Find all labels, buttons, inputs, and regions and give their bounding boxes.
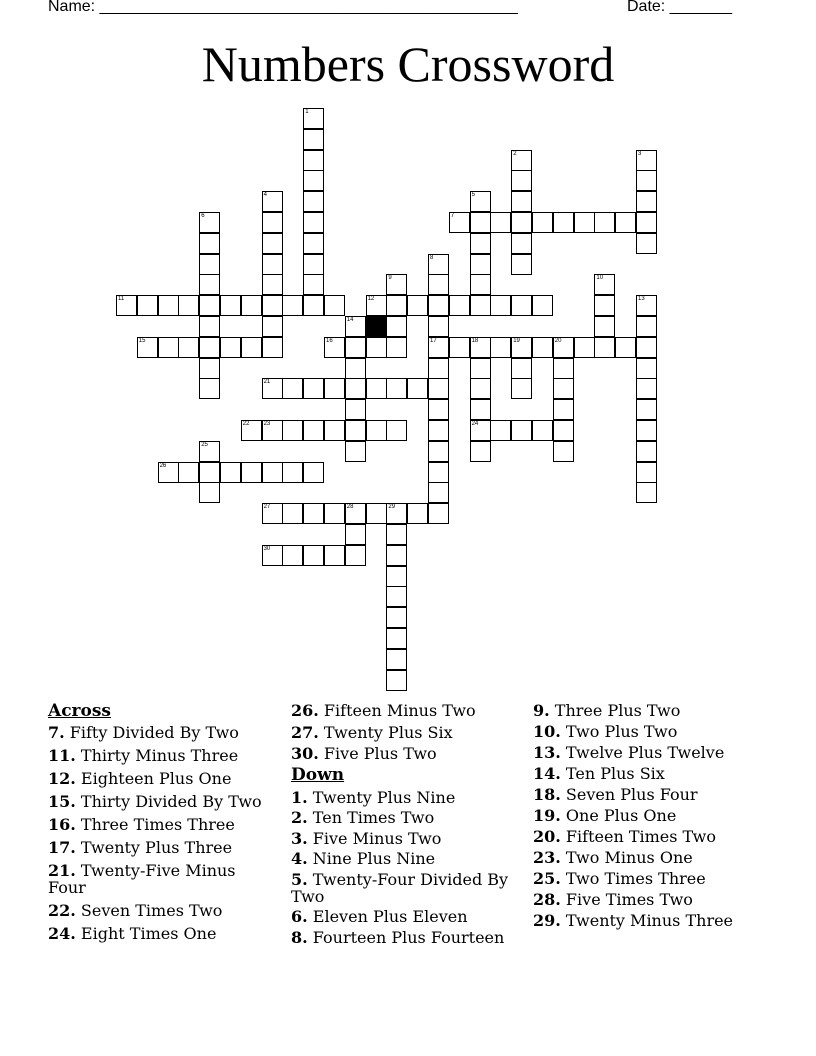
grid-cell[interactable] [490, 420, 511, 441]
clue-item: 30. Five Plus Two [291, 744, 437, 763]
grid-cell[interactable] [594, 337, 615, 358]
grid-cell[interactable] [636, 212, 657, 233]
grid-cell[interactable] [386, 670, 407, 691]
grid-cell[interactable] [282, 462, 303, 483]
grid-cell[interactable] [407, 378, 428, 399]
grid-cell[interactable] [199, 482, 220, 503]
grid-cell[interactable] [594, 295, 615, 316]
grid-cell[interactable] [262, 420, 283, 441]
grid-cell[interactable] [366, 503, 387, 524]
grid-cell[interactable] [366, 378, 387, 399]
clue-item: 17. Twenty Plus Three [48, 838, 233, 857]
grid-cell[interactable] [345, 358, 366, 379]
clue-number-label: 30 [263, 545, 271, 552]
grid-cell[interactable] [199, 233, 220, 254]
clue-item: 26. Fifteen Minus Two [291, 701, 476, 720]
grid-cell[interactable] [220, 462, 241, 483]
grid-cell[interactable] [178, 337, 199, 358]
grid-cell[interactable] [470, 399, 491, 420]
grid-cell[interactable] [199, 337, 220, 358]
grid-cell[interactable] [636, 295, 657, 316]
grid-cell[interactable] [158, 337, 179, 358]
grid-cell[interactable] [470, 233, 491, 254]
grid-cell[interactable] [303, 545, 324, 566]
grid-cell[interactable] [428, 503, 449, 524]
clue-number-label: 15 [138, 337, 146, 344]
clue-number-label: 10 [596, 275, 604, 282]
grid-cell[interactable] [386, 628, 407, 649]
grid-cell[interactable] [532, 337, 553, 358]
grid-cell[interactable] [636, 191, 657, 212]
grid-cell[interactable] [158, 462, 179, 483]
grid-cell[interactable] [324, 545, 345, 566]
clue-number-label: 20 [554, 337, 562, 344]
clue-number-label: 11 [118, 296, 125, 303]
grid-cell[interactable] [428, 358, 449, 379]
grid-cell[interactable] [407, 503, 428, 524]
grid-cell[interactable] [553, 337, 574, 358]
grid-cell[interactable] [636, 150, 657, 171]
clue-item: 11. Thirty Minus Three [48, 746, 239, 765]
grid-cell[interactable] [178, 462, 199, 483]
clue-item: 15. Thirty Divided By Two [48, 792, 262, 811]
grid-cell[interactable] [511, 420, 532, 441]
grid-cell[interactable] [262, 545, 283, 566]
grid-cell[interactable] [553, 358, 574, 379]
clue-number-label: 8 [430, 254, 434, 261]
grid-cell[interactable] [470, 212, 491, 233]
grid-cell[interactable] [553, 212, 574, 233]
grid-cell[interactable] [199, 254, 220, 275]
grid-cell[interactable] [511, 295, 532, 316]
clue-number-label: 2 [513, 150, 517, 157]
clue-item: 27. Twenty Plus Six [291, 722, 453, 742]
clue-item: 9. Three Plus Two [533, 701, 681, 720]
grid-cell[interactable] [345, 399, 366, 420]
grid-cell[interactable] [241, 420, 262, 441]
clue-item: 10. Two Plus Two [533, 722, 678, 741]
grid-cell[interactable] [324, 378, 345, 399]
grid-cell[interactable] [470, 274, 491, 295]
grid-cell[interactable] [490, 212, 511, 233]
grid-cell[interactable] [428, 337, 449, 358]
grid-cell[interactable] [199, 378, 220, 399]
grid-cell[interactable] [511, 150, 532, 171]
clue-number-label: 28 [346, 504, 354, 511]
clue-number-label: 19 [513, 337, 520, 344]
grid-cell[interactable] [386, 337, 407, 358]
clue-number-label: 16 [326, 337, 333, 344]
grid-cell[interactable] [303, 254, 324, 275]
grid-cell[interactable] [553, 399, 574, 420]
grid-cell[interactable] [262, 233, 283, 254]
clue-number-label: 21 [263, 379, 271, 386]
grid-cell[interactable] [428, 295, 449, 316]
grid-cell[interactable] [636, 399, 657, 420]
clue-item: 8. Fourteen Plus Fourteen [291, 927, 505, 947]
grid-cell[interactable] [345, 420, 366, 441]
grid-cell[interactable] [594, 274, 615, 295]
grid-cell[interactable] [220, 337, 241, 358]
grid-cell[interactable] [428, 316, 449, 337]
grid-cell[interactable] [532, 212, 553, 233]
grid-cell[interactable] [428, 482, 449, 503]
grid-cell[interactable] [303, 378, 324, 399]
grid-cell[interactable] [282, 545, 303, 566]
grid-cell[interactable] [282, 503, 303, 524]
grid-cell[interactable] [324, 420, 345, 441]
grid-cell[interactable] [303, 295, 324, 316]
grid-cell[interactable] [636, 462, 657, 483]
clue-number-label: 1 [305, 109, 309, 115]
grid-cell[interactable] [428, 254, 449, 275]
grid-cell[interactable] [553, 441, 574, 462]
grid-cell[interactable] [553, 378, 574, 399]
grid-cell[interactable] [303, 462, 324, 483]
grid-cell[interactable] [490, 295, 511, 316]
grid-cell[interactable] [636, 482, 657, 503]
grid-cell[interactable] [345, 337, 366, 358]
grid-cell[interactable] [262, 191, 283, 212]
grid-cell[interactable] [428, 399, 449, 420]
grid-cell[interactable] [511, 378, 532, 399]
grid-cell[interactable] [428, 274, 449, 295]
grid-cell[interactable] [407, 295, 428, 316]
grid-cell[interactable] [636, 441, 657, 462]
clue-item: 1. Twenty Plus Nine [291, 787, 456, 807]
grid-cell[interactable] [366, 420, 387, 441]
grid-cell[interactable] [241, 295, 262, 316]
grid-cell[interactable] [386, 503, 407, 524]
clue-number-label: 9 [388, 275, 392, 282]
grid-cell[interactable] [574, 337, 595, 358]
clue-number-label: 27 [263, 504, 271, 511]
page-title: Numbers Crossword [201, 36, 615, 92]
grid-cell[interactable] [262, 212, 283, 233]
grid-cell[interactable] [470, 191, 491, 212]
grid-cell[interactable] [615, 212, 636, 233]
clue-number-label: 12 [367, 296, 375, 303]
clue-number-label: 25 [201, 441, 208, 448]
grid-cell[interactable] [199, 358, 220, 379]
grid-cell[interactable] [303, 150, 324, 171]
grid-cell[interactable] [470, 420, 491, 441]
grid-cell[interactable] [470, 358, 491, 379]
clue-number-label: 14 [346, 317, 354, 323]
grid-cell[interactable] [386, 649, 407, 670]
grid-cell[interactable] [345, 503, 366, 524]
grid-cell[interactable] [511, 337, 532, 358]
grid-cell[interactable] [199, 462, 220, 483]
clue-item: 28. Five Times Two [533, 890, 693, 909]
grid-cell[interactable] [428, 420, 449, 441]
clue-item: 14. Ten Plus Six [533, 764, 665, 783]
grid-cell[interactable] [449, 295, 470, 316]
grid-cell[interactable] [262, 316, 283, 337]
grid-cell[interactable] [428, 378, 449, 399]
grid-cell[interactable] [636, 358, 657, 379]
grid-cell[interactable] [470, 254, 491, 275]
grid-cell[interactable] [241, 462, 262, 483]
grid-cell[interactable] [220, 295, 241, 316]
clue-item: 23. Two Minus One [533, 848, 693, 867]
grid-cell[interactable] [470, 441, 491, 462]
clue-number-label: 24 [471, 421, 479, 427]
grid-cell[interactable] [282, 378, 303, 399]
clue-number-label: 22 [242, 421, 250, 427]
grid-cell[interactable] [386, 545, 407, 566]
grid-cell[interactable] [449, 212, 470, 233]
grid-cell[interactable] [511, 170, 532, 191]
grid-cell[interactable] [386, 420, 407, 441]
grid-cell[interactable] [303, 108, 324, 129]
clue-number-label: 18 [471, 337, 479, 344]
grid-cell[interactable] [428, 462, 449, 483]
grid-cell[interactable] [449, 337, 470, 358]
grid-cell[interactable] [636, 233, 657, 254]
grid-cell[interactable] [532, 420, 553, 441]
grid-cell[interactable] [511, 254, 532, 275]
grid-cell[interactable] [386, 378, 407, 399]
name-field[interactable]: Name: _______________________________________________ [48, 0, 518, 15]
clue-item: 12. Eighteen Plus One [48, 769, 232, 788]
grid-cell[interactable] [137, 337, 158, 358]
clue-item: 6. Eleven Plus Eleven [291, 907, 468, 926]
clue-number-label: 23 [263, 421, 271, 427]
grid-cell[interactable] [345, 378, 366, 399]
grid-cell[interactable] [636, 420, 657, 441]
grid-cell[interactable] [490, 337, 511, 358]
clue-item: 16. Three Times Three [48, 815, 235, 834]
grid-cell[interactable] [386, 295, 407, 316]
grid-cell[interactable] [386, 607, 407, 628]
grid-cell[interactable] [594, 316, 615, 337]
grid-cell[interactable] [262, 254, 283, 275]
date-field[interactable]: Date: _______ [627, 0, 732, 15]
grid-cell[interactable] [262, 274, 283, 295]
grid-cell[interactable] [241, 337, 262, 358]
grid-cell[interactable] [199, 441, 220, 462]
clue-item: 13. Twelve Plus Twelve [533, 743, 725, 762]
clue-item: 25. Two Times Three [533, 869, 706, 888]
grid-cell[interactable] [532, 295, 553, 316]
grid-cell[interactable] [386, 316, 407, 337]
grid-cell[interactable] [262, 462, 283, 483]
clue-number-label: 26 [159, 462, 167, 469]
grid-cell[interactable] [345, 524, 366, 545]
grid-cell[interactable] [199, 316, 220, 337]
grid-cell[interactable] [116, 295, 137, 316]
grid-cell[interactable] [511, 358, 532, 379]
grid-cell[interactable] [282, 420, 303, 441]
grid-cell[interactable] [137, 295, 158, 316]
clue-item: 21. Twenty-Five Minus Four [48, 861, 236, 897]
down-heading: Down [291, 764, 345, 785]
grid-cell[interactable] [303, 170, 324, 191]
grid-cell[interactable] [324, 337, 345, 358]
clue-number-label: 7 [450, 213, 455, 219]
grid-cell[interactable] [262, 378, 283, 399]
grid-cell[interactable] [199, 274, 220, 295]
clue-item: 2. Ten Times Two [291, 808, 435, 827]
grid-cell[interactable] [303, 503, 324, 524]
grid-cell[interactable] [303, 420, 324, 441]
grid-cell[interactable] [470, 295, 491, 316]
grid-cell[interactable] [615, 337, 636, 358]
clue-item: 22. Seven Times Two [48, 901, 223, 920]
clue-number-label: 4 [263, 192, 267, 199]
grid-cell[interactable] [636, 170, 657, 191]
grid-cell[interactable] [158, 295, 179, 316]
grid-cell[interactable] [262, 295, 283, 316]
black-cell [366, 316, 387, 337]
grid-cell[interactable] [282, 295, 303, 316]
grid-cell[interactable] [303, 191, 324, 212]
clue-number-label: 29 [388, 504, 396, 511]
grid-cell[interactable] [511, 212, 532, 233]
grid-cell[interactable] [324, 503, 345, 524]
grid-cell[interactable] [594, 212, 615, 233]
grid-cell[interactable] [199, 295, 220, 316]
grid-cell[interactable] [386, 586, 407, 607]
grid-cell[interactable] [262, 503, 283, 524]
clue-item: 4. Nine Plus Nine [291, 849, 436, 868]
clue-item: 3. Five Minus Two [291, 828, 442, 848]
clue-item: 19. One Plus One [533, 806, 677, 825]
grid-cell[interactable] [470, 337, 491, 358]
clue-number-label: 13 [638, 296, 645, 303]
grid-cell[interactable] [178, 295, 199, 316]
clue-number-label: 5 [471, 192, 475, 199]
clue-item: 7. Fifty Divided By Two [48, 723, 239, 742]
clue-item: 5. Twenty-Four Divided By Two [291, 869, 509, 906]
grid-cell[interactable] [636, 337, 657, 358]
clue-item: 24. Eight Times One [48, 924, 217, 943]
grid-cell[interactable] [345, 545, 366, 566]
clue-number-label: 17 [430, 337, 437, 344]
grid-cell[interactable] [511, 191, 532, 212]
across-heading: Across [48, 701, 111, 721]
grid-cell[interactable] [553, 420, 574, 441]
grid-cell[interactable] [324, 295, 345, 316]
grid-cell[interactable] [574, 212, 595, 233]
grid-cell[interactable] [366, 295, 387, 316]
grid-cell[interactable] [199, 212, 220, 233]
grid-cell[interactable] [511, 233, 532, 254]
clue-item: 29. Twenty Minus Three [533, 911, 734, 930]
grid-cell[interactable] [386, 274, 407, 295]
grid-cell[interactable] [428, 441, 449, 462]
grid-cell[interactable] [386, 566, 407, 587]
grid-cell[interactable] [345, 316, 366, 337]
grid-cell[interactable] [303, 212, 324, 233]
clue-number-label: 3 [638, 150, 642, 157]
grid-cell[interactable] [303, 233, 324, 254]
grid-cell[interactable] [303, 274, 324, 295]
grid-cell[interactable] [366, 337, 387, 358]
clue-number-label: 6 [201, 213, 205, 219]
grid-cell[interactable] [386, 524, 407, 545]
grid-cell[interactable] [345, 441, 366, 462]
grid-cell[interactable] [303, 129, 324, 150]
grid-cell[interactable] [636, 316, 657, 337]
grid-cell[interactable] [636, 378, 657, 399]
clue-item: 18. Seven Plus Four [533, 785, 698, 804]
grid-cell[interactable] [470, 378, 491, 399]
clue-item: 20. Fifteen Times Two [533, 827, 716, 846]
grid-cell[interactable] [262, 337, 283, 358]
